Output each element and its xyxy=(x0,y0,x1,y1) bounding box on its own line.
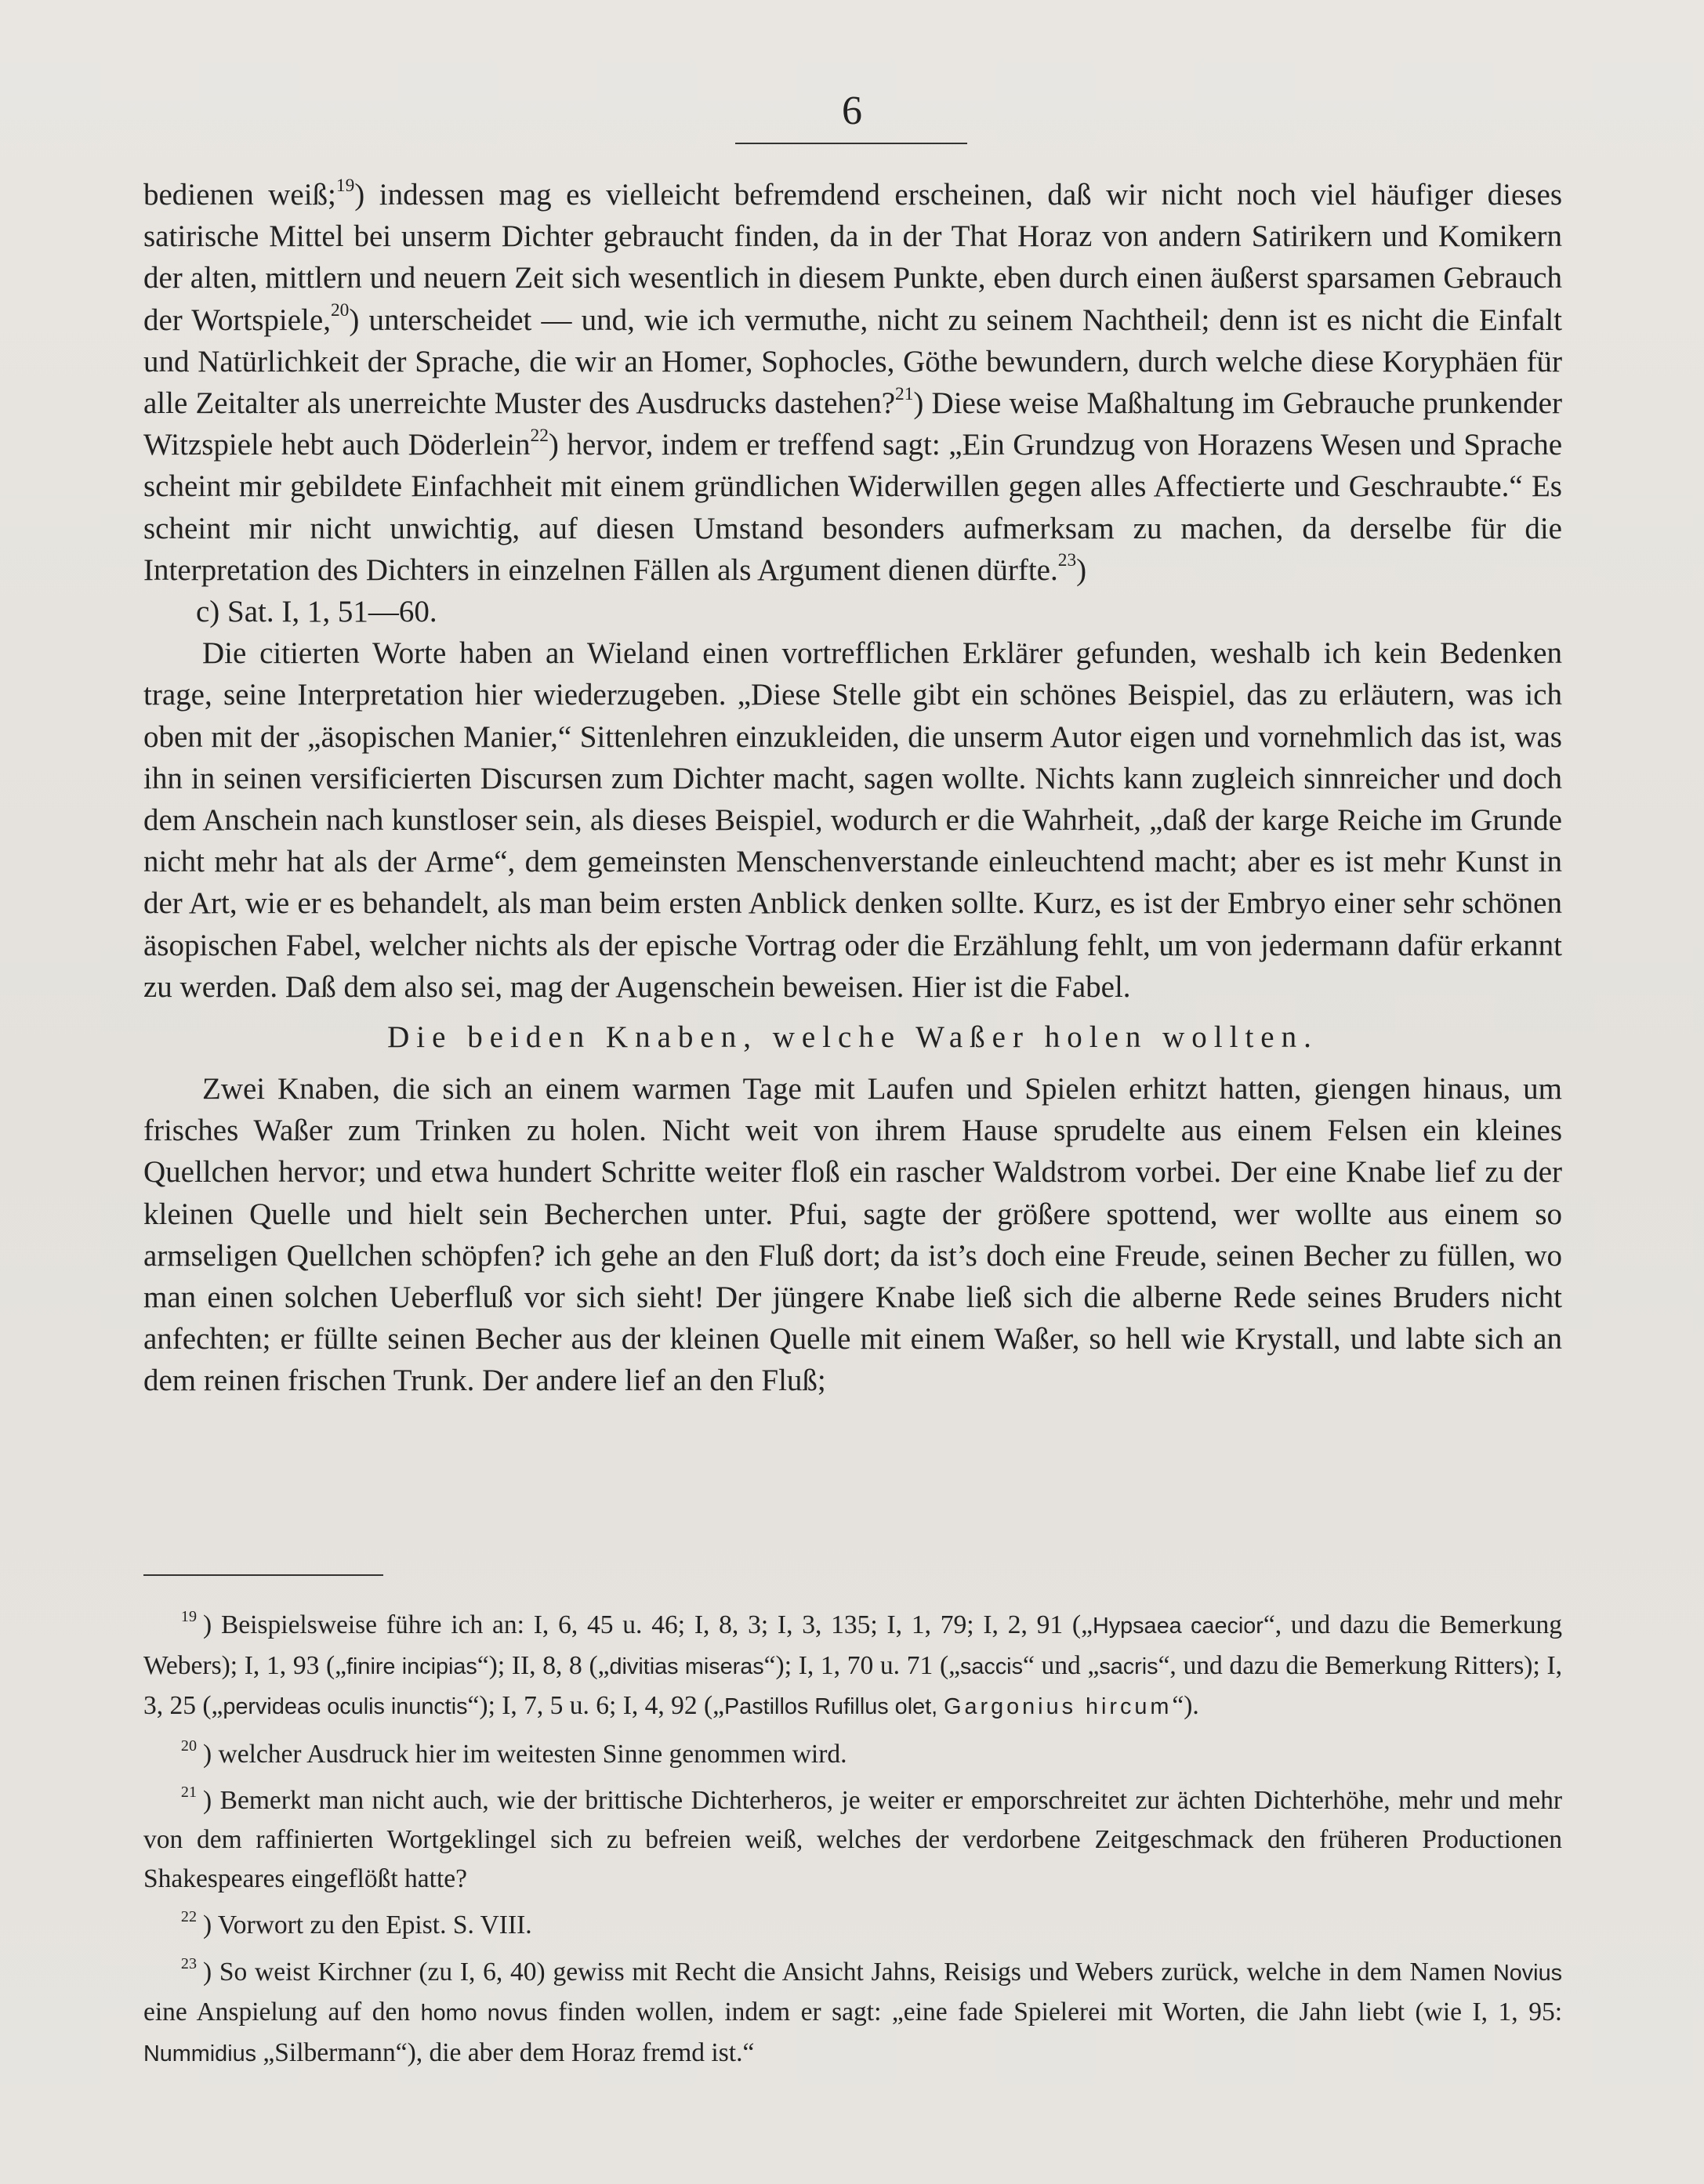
text-run: ) Bemerkt man nicht auch, wie der brittische Dichterheros, je weiter er emporschreitet zur ächten Dichterhöhe, mehr und mehr von dem raffinierten Wortgeklingel sich zu befreien weiß, welches der verdorbene Zeitgeschmack den früheren Productionen Shakespeares eingeflößt hatte? xyxy=(143,1786,1562,1893)
footnote-marker: 23 xyxy=(1057,550,1077,571)
text-run: ) welcher Ausdruck hier im weitesten Sinne genommen wird. xyxy=(203,1739,847,1769)
paragraph-wieland-interpretation xyxy=(143,632,1562,1008)
text-run: ) hervor, indem er treffend sagt: „Ein Grundzug von Horazens Wesen und Sprache scheint mir gebildete Einfachheit mit einem gründlichen Widerwillen gegen alles Affectierte und Geschraubte.“ Es scheint mir nicht unwichtig, auf diesen Umstand besonders aufmerksam zu machen, da derselbe für die Interpretation des Dichters in einzelnen Fällen als Argument dienen dürfte. xyxy=(143,428,1563,587)
footnote-marker: 22 xyxy=(530,425,549,446)
footnote-marker: 21 xyxy=(895,383,914,404)
text-run: ) unterscheidet — und, wie ich vermuthe, nicht zu seinem Nachtheil; denn ist es nicht die Einfalt und Natürlichkeit der Sprache, die wir an Homer, Sophocles, Göthe bewundern, durch welche diese Koryphäen für alle Zeitalter als unerreichte Muster des Ausdrucks dastehen? xyxy=(143,302,1562,421)
text-run: “). xyxy=(1172,1691,1199,1721)
latin-quote: sacris xyxy=(1099,1653,1158,1679)
paragraph-fable xyxy=(143,1068,1562,1402)
latin-quote: Nummidius xyxy=(143,2041,257,2066)
footnote-19 xyxy=(143,1606,1562,1727)
footnote-23 xyxy=(143,1953,1562,2074)
text-run: Die citierten Worte haben an Wieland einen vortrefflichen Erklärer gefunden, weshalb ich kein Bedenken trage, seine Interpretation hier wiederzugeben. „Diese Stelle gibt ein schönes Beispiel, das zu erläutern, was ich oben mit der „äsopischen Manier,“ Sittenlehren einzukleiden, die unserm Autor eigen und vornehmlich das ist, was ihn in seinen versificierten Discursen zum Dichter macht, sagen wollte. Nichts kann zugleich sinnreicher und doch dem Anschein nach kunstloser sein, als dieses Beispiel, wodurch er die Wahrheit, „daß der karge Reiche im Grunde nicht mehr hat als der Arme“, dem gemeinsten Menschenverstande einleuchtend macht; aber es ist mehr Kunst in der Art, wie er es behandelt, als man beim ersten Anblick denken sollte. Kurz, es ist der Embryo einer sehr schönen äsopischen Fabel, welcher nichts als der epische Vortrag oder die Erzählung fehlt, um von jedermann dafür erkannt zu werden. Daß dem also sei, mag der Augenschein beweisen. Hier ist die Fabel. xyxy=(143,636,1562,1004)
text-run: ) indessen mag es vielleicht befremdend erscheinen, daß wir nicht noch viel häufiger dieses satirische Mittel bei unserm Dichter gebraucht finden, da in der That Horaz von andern Satirikern und Komikern der alten, mittlern und neuern Zeit sich wesentlich in diesem Punkte, eben durch einen äußerst sparsamen Gebrauch der Wortspiele, xyxy=(143,178,1562,337)
latin-quote: Novius xyxy=(1492,1960,1562,1986)
fable-title xyxy=(143,1016,1562,1059)
footnote-number: 21 xyxy=(180,1784,197,1802)
text-run: Die beiden Knaben, welche Waßer holen wollten. xyxy=(387,1020,1318,1055)
latin-quote: Hypsaea caecior xyxy=(1092,1614,1263,1639)
text-run: ) So weist Kirchner (zu I, 6, 40) gewiss mit Recht die Ansicht Jahns, Reisigs und Webers zurück, welche in dem Namen xyxy=(203,1957,1493,1987)
footnote-number: 19 xyxy=(180,1607,197,1625)
footnote-number: 23 xyxy=(180,1954,197,1972)
footnote-21 xyxy=(143,1781,1562,1898)
footnote-rule xyxy=(143,1574,383,1576)
footnote-marker: 20 xyxy=(330,300,350,321)
text-run: ) Beispielsweise führe ich an: I, 6, 45 u. 46; I, 8, 3; I, 3, 135; I, 1, 79; I, 2, 91 („ xyxy=(203,1610,1093,1639)
footnote-number: 20 xyxy=(180,1737,197,1755)
text-run: finden wollen, indem er sagt: „eine fade Spielerei mit Worten, die Jahn liebt (wie I, 1, 95: xyxy=(547,1997,1563,2027)
text-run: ) Diese weise Maßhaltung im Gebrauche prunkender Witzspiele hebt auch Döderlein xyxy=(143,386,1562,462)
text-run: Zwei Knaben, die sich an einem warmen Tage mit Laufen und Spielen erhitzt hatten, giengen hinaus, um frisches Waßer zum Trinken zu holen. Nicht weit von ihrem Hause sprudelte aus einem Felsen ein kleines Quellchen hervor; und etwa hundert Schritte weiter floß ein rascher Waldstrom vorbei. Der eine Knabe lief zu der kleinen Quelle und hielt sein Becherchen unter. Pfui, sagte der größere spottend, wer wollte aus einem so armseligen Quellchen schöpfen? ich gehe an den Fluß dort; da ist’s doch eine Freude, seinen Becher zu füllen, wo man einen solchen Ueberfluß vor sich sieht! Der jüngere Knabe ließ sich die alberne Rede seines Bruders nicht anfechten; er füllte seinen Becher aus der kleinen Quelle mit einem Waßer, so hell wie Krystall, und labte sich an dem reinen frischen Trunk. Der andere lief an den Fluß; xyxy=(143,1072,1562,1398)
latin-quote: homo novus xyxy=(420,2001,548,2026)
header-rule xyxy=(735,143,967,144)
text-run: „Silbermann“), die aber dem Horaz fremd ist.“ xyxy=(256,2037,755,2067)
paragraph-satire-wordplay xyxy=(143,174,1562,591)
footnote-20 xyxy=(143,1735,1562,1774)
main-text xyxy=(143,174,1562,1402)
text-run: “); I, 1, 70 u. 71 („ xyxy=(763,1650,960,1680)
text-run: bedienen weiß; xyxy=(143,178,336,212)
text-run: “ und „ xyxy=(1022,1650,1100,1680)
text-run: ) xyxy=(1076,552,1087,587)
text-run: “); II, 8, 8 („ xyxy=(477,1650,610,1680)
latin-quote: finire incipias xyxy=(346,1653,477,1679)
text-run: “); I, 7, 5 u. 6; I, 4, 92 („ xyxy=(467,1691,725,1721)
latin-quote: saccis xyxy=(959,1653,1023,1679)
latin-quote: Pastillos Rufillus olet, xyxy=(724,1694,944,1720)
page-number: 6 xyxy=(842,89,862,133)
section-label xyxy=(196,591,1562,632)
text-run: c) Sat. I, 1, 51—60. xyxy=(196,595,437,629)
text-run: “, und dazu die Bemerkung Webers); I, 1, 93 („ xyxy=(143,1610,1563,1680)
latin-quote: divitias miseras xyxy=(609,1653,764,1679)
latin-quote-spaced: Gargonius hircum xyxy=(944,1694,1173,1720)
text-run: eine Anspielung auf den xyxy=(143,1997,421,2027)
footnote-22 xyxy=(143,1906,1562,1945)
text-run: “, und dazu die Bemerkung Ritters); I, 3, 25 („ xyxy=(143,1650,1562,1721)
latin-quote: pervideas oculis inunctis xyxy=(223,1694,468,1720)
footnote-marker: 19 xyxy=(335,175,355,196)
footnotes xyxy=(143,1606,1562,2082)
footnote-number: 22 xyxy=(180,1908,197,1925)
text-run: ) Vorwort zu den Epist. S. VIII. xyxy=(203,1911,532,1940)
